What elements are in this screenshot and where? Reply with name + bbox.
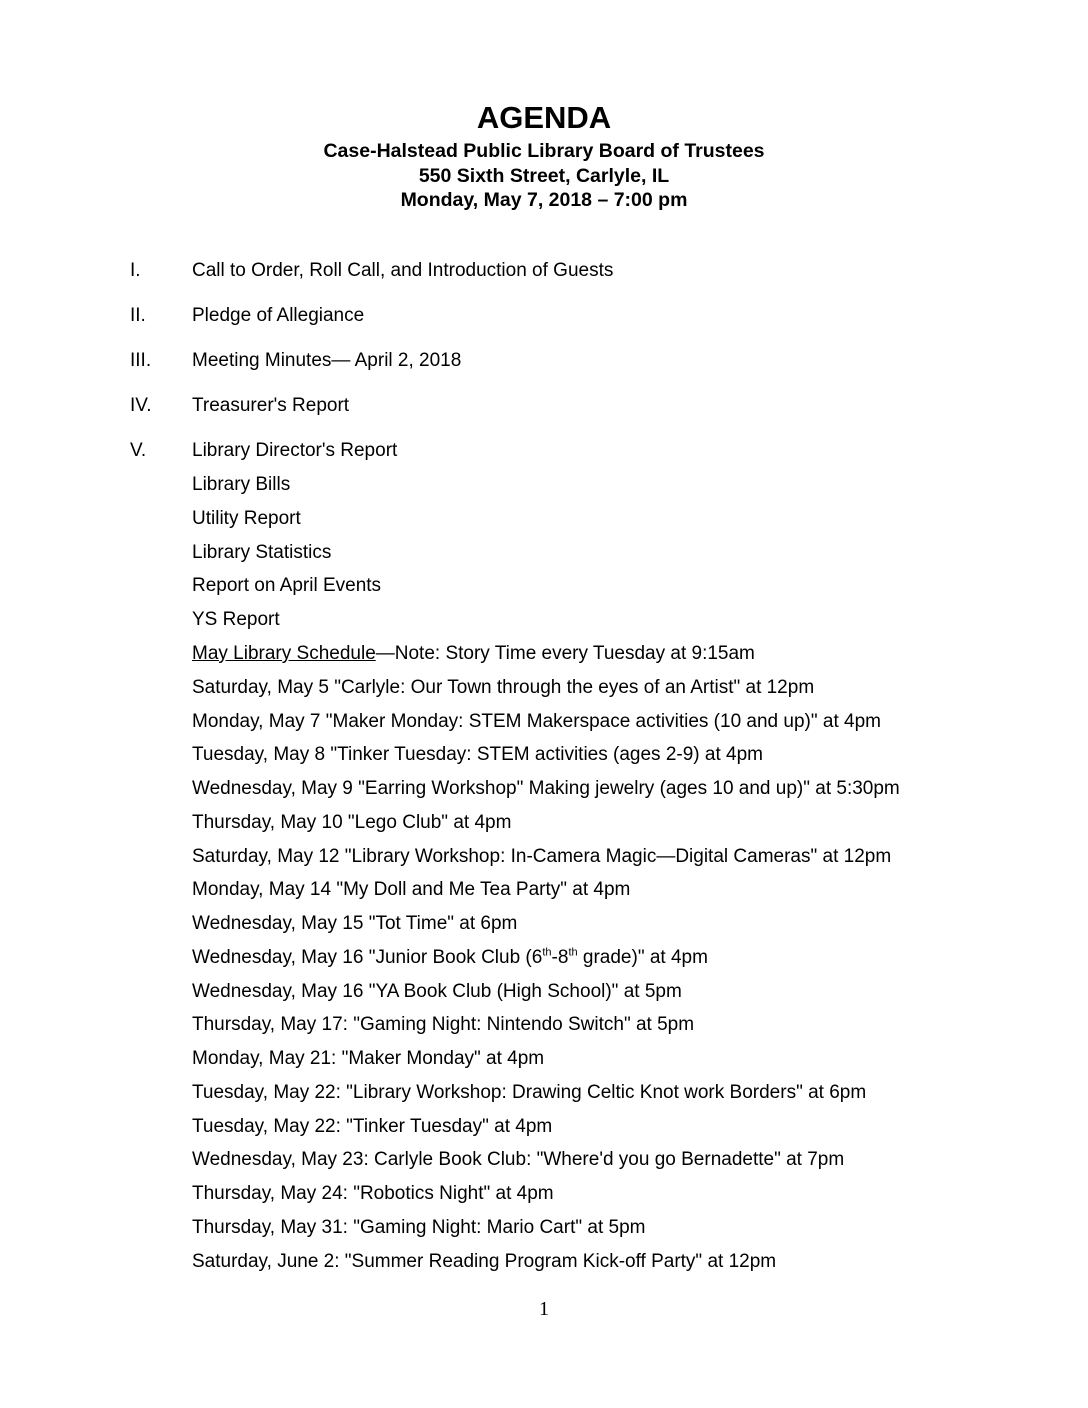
schedule-item: Wednesday, May 23: Carlyle Book Club: "Where'd you go Bernadette" at 7pm: [192, 1149, 845, 1170]
board-name: Case-Halstead Public Library Board of Trustees: [323, 140, 765, 162]
junior-club-suffix: grade)" at 4pm: [577, 947, 708, 968]
schedule-item: Monday, May 7 "Maker Monday: STEM Makerspace activities (10 and up)" at 4pm: [192, 711, 881, 732]
junior-club-middle: -8: [551, 947, 569, 968]
schedule-item: Thursday, May 17: "Gaming Night: Nintendo Switch" at 5pm: [192, 1014, 695, 1035]
schedule-item: Saturday, May 12 "Library Workshop: In-Camera Magic—Digital Cameras" at 12pm: [192, 846, 892, 867]
item-text: Treasurer's Report: [192, 395, 350, 416]
schedule-item: Monday, May 21: "Maker Monday" at 4pm: [192, 1048, 545, 1069]
schedule-heading: May Library Schedule: [192, 643, 376, 664]
schedule-item: Saturday, June 2: "Summer Reading Program Kick-off Party" at 12pm: [192, 1251, 777, 1272]
junior-club-prefix: Wednesday, May 16 "Junior Book Club (6: [192, 947, 543, 968]
schedule-note: —Note: Story Time every Tuesday at 9:15am: [375, 643, 755, 664]
page-number: 1: [539, 1298, 549, 1320]
item-number: IV.: [130, 395, 152, 416]
item-number: II.: [130, 305, 146, 326]
library-statistics: Library Statistics: [192, 542, 332, 563]
schedule-item: Thursday, May 31: "Gaming Night: Mario Cart" at 5pm: [192, 1217, 646, 1238]
address: 550 Sixth Street, Carlyle, IL: [418, 165, 670, 187]
item-text: Pledge of Allegiance: [192, 305, 365, 326]
item-text: Call to Order, Roll Call, and Introduction of Guests: [192, 260, 614, 281]
schedule-item: Wednesday, May 16 "YA Book Club (High School)" at 5pm: [192, 981, 682, 1002]
schedule-item: Thursday, May 10 "Lego Club" at 4pm: [192, 812, 512, 833]
schedule-item: Wednesday, May 9 "Earring Workshop" Making jewelry (ages 10 and up)" at 5:30pm: [192, 778, 900, 799]
schedule-item: Tuesday, May 22: "Library Workshop: Drawing Celtic Knot work Borders" at 6pm: [192, 1082, 867, 1103]
ys-report: YS Report: [192, 609, 280, 630]
schedule-heading-line: [192, 642, 755, 666]
item-number: I.: [130, 260, 141, 281]
schedule-item: Tuesday, May 8 "Tinker Tuesday: STEM activities (ages 2-9) at 4pm: [192, 744, 763, 765]
meeting-date: Monday, May 7, 2018 – 7:00 pm: [400, 189, 688, 211]
schedule-item: [192, 946, 708, 970]
ordinal-suffix: th: [568, 946, 578, 959]
item-number: III.: [130, 350, 152, 371]
schedule-item: Monday, May 14 "My Doll and Me Tea Party" at 4pm: [192, 879, 631, 900]
item-text: Meeting Minutes— April 2, 2018: [192, 350, 462, 371]
agenda-title: AGENDA: [476, 100, 612, 135]
utility-report: Utility Report: [192, 508, 301, 529]
schedule-item: Tuesday, May 22: "Tinker Tuesday" at 4pm: [192, 1116, 553, 1137]
april-events-report: Report on April Events: [192, 575, 382, 596]
schedule-item: Thursday, May 24: "Robotics Night" at 4pm: [192, 1183, 554, 1204]
schedule-item: Saturday, May 5 "Carlyle: Our Town through the eyes of an Artist" at 12pm: [192, 677, 815, 698]
library-bills: Library Bills: [192, 474, 291, 495]
item-text: Library Director's Report: [192, 440, 398, 461]
ordinal-suffix: th: [542, 946, 552, 959]
schedule-item: Wednesday, May 15 "Tot Time" at 6pm: [192, 913, 518, 934]
item-number: V.: [130, 440, 147, 461]
